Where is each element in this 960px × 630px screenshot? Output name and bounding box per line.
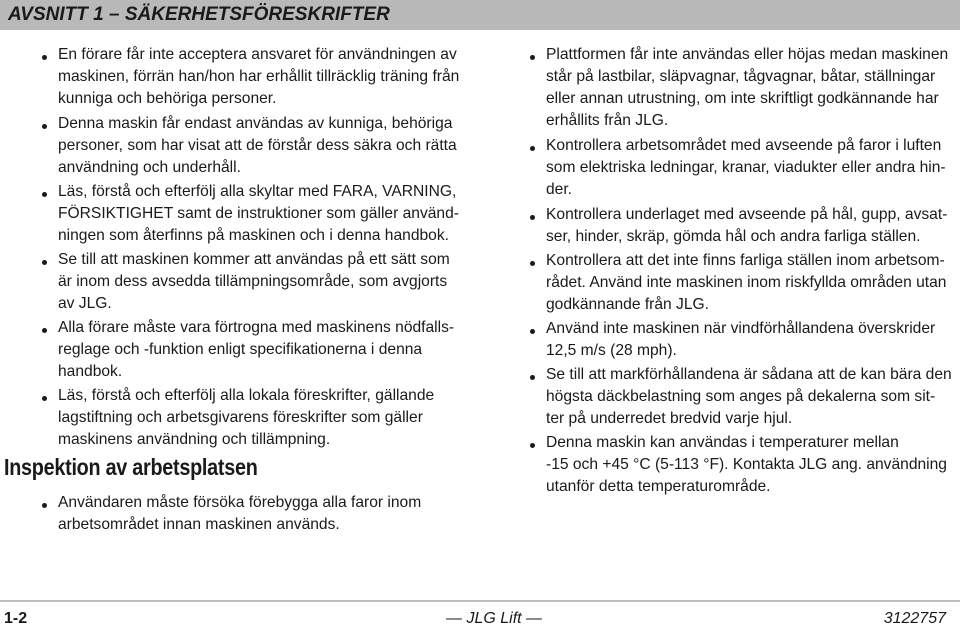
bullet-icon — [42, 192, 47, 197]
bullet-text-line: Kontrollera att det inte finns farliga ställen inom arbetsom- — [546, 252, 945, 269]
bullet-text-line: -15 och +45 °C (5-113 °F). Kontakta JLG ang. användning — [546, 456, 947, 473]
bullet-text-line: Läs, förstå och efterfölj alla skyltar med FARA, VARNING, — [58, 183, 457, 200]
bullet-text-line: användning och underhåll. — [58, 159, 241, 176]
bullet-text-line: maskinens användning och tillämpning. — [58, 431, 331, 448]
bullet-text-line: Denna maskin får endast användas av kunniga, behöriga — [58, 115, 453, 132]
bullet-text-line: rådet. Använd inte maskinen inom riskfyllda områden utan — [546, 274, 947, 291]
bullet-text-line: godkännande från JLG. — [546, 296, 709, 313]
bullet-text-line: personer, som har visat att de förstår dess säkra och rätta — [58, 137, 457, 154]
bullet-icon — [42, 260, 47, 265]
bullet-icon — [530, 443, 535, 448]
bullet-text-line: lagstiftning och arbetsgivarens föreskrifter som gäller — [58, 409, 423, 426]
page-number: 1-2 — [4, 610, 28, 627]
bullet-text-line: utanför detta temperaturområde. — [546, 478, 771, 495]
bullet-text-line: står på lastbilar, släpvagnar, tågvagnar, båtar, ställningar — [546, 68, 936, 85]
bullet-text-line: FÖRSIKTIGHET samt de instruktioner som gäller använd- — [58, 205, 459, 222]
bullet-text-line: Kontrollera underlaget med avseende på hål, gupp, avsat- — [546, 206, 948, 223]
bullet-text-line: som elektriska ledningar, kranar, viadukter eller andra hin- — [546, 159, 946, 176]
bullet-icon — [530, 55, 535, 60]
footer-divider — [0, 600, 960, 602]
footer-brand: — JLG Lift — — [446, 610, 543, 627]
bullet-text-line: ser, hinder, skräp, gömda hål och andra farliga ställen. — [546, 228, 921, 245]
bullet-text-line: Läs, förstå och efterfölj alla lokala föreskrifter, gällande — [58, 387, 435, 404]
bullet-text-line: av JLG. — [58, 295, 112, 312]
bullet-icon — [530, 215, 535, 220]
bullet-text-line: högsta däckbelastning som anges på dekalerna som sit- — [546, 388, 936, 405]
bullet-icon — [530, 329, 535, 334]
bullet-text-line: ter på underredet bredvid varje hjul. — [546, 410, 793, 427]
document-number: 3122757 — [883, 610, 946, 627]
bullet-icon — [530, 146, 535, 151]
bullet-text-line: Använd inte maskinen när vindförhållandena överskrider — [546, 320, 936, 337]
bullet-icon — [42, 503, 47, 508]
bullet-text-line: erhållits från JLG. — [546, 112, 669, 129]
bullet-text-line: ningen som återfinns på maskinen och i denna handbok. — [58, 227, 449, 244]
bullet-icon — [42, 328, 47, 333]
bullet-text-line: eller annan utrustning, om inte skriftligt godkännande har — [546, 90, 939, 107]
bullet-text-line: Kontrollera arbetsområdet med avseende på faror i luften — [546, 137, 942, 154]
section-header-bar — [0, 0, 960, 30]
bullet-icon — [42, 124, 47, 129]
bullet-text-line: arbetsområdet innan maskinen används. — [58, 516, 340, 533]
bullet-text-line: 12,5 m/s (28 mph). — [546, 342, 677, 359]
bullet-text-line: är inom dess avsedda tillämpningsområde, som avgjorts — [58, 273, 448, 290]
bullet-icon — [530, 375, 535, 380]
bullet-icon — [42, 396, 47, 401]
bullet-text-line: Alla förare måste vara förtrogna med maskinens nödfalls- — [58, 319, 455, 336]
bullet-icon — [42, 55, 47, 60]
section-title: AVSNITT 1 – SÄKERHETSFÖRESKRIFTER — [8, 4, 390, 25]
subsection-heading: Inspektion av arbetsplatsen — [4, 454, 258, 480]
bullet-text-line: Se till att markförhållandena är sådana att de kan bära den — [546, 366, 952, 383]
bullet-text-line: Se till att maskinen kommer att användas på ett sätt som — [58, 251, 450, 268]
bullet-text-line: Användaren måste försöka förebygga alla faror inom — [58, 494, 422, 511]
bullet-icon — [530, 261, 535, 266]
bullet-text-line: kunniga och behöriga personer. — [58, 90, 277, 107]
bullet-text-line: handbok. — [58, 363, 123, 380]
bullet-text-line: reglage och -funktion enligt specifikationerna i denna — [58, 341, 423, 358]
bullet-text-line: der. — [546, 181, 573, 198]
bullet-text-line: Plattformen får inte användas eller höjas medan maskinen — [546, 46, 949, 63]
bullet-text-line: maskinen, förrän han/hon har erhållit tillräcklig träning från — [58, 68, 460, 85]
bullet-text-line: En förare får inte acceptera ansvaret för användningen av — [58, 46, 457, 63]
bullet-text-line: Denna maskin kan användas i temperaturer mellan — [546, 434, 899, 451]
